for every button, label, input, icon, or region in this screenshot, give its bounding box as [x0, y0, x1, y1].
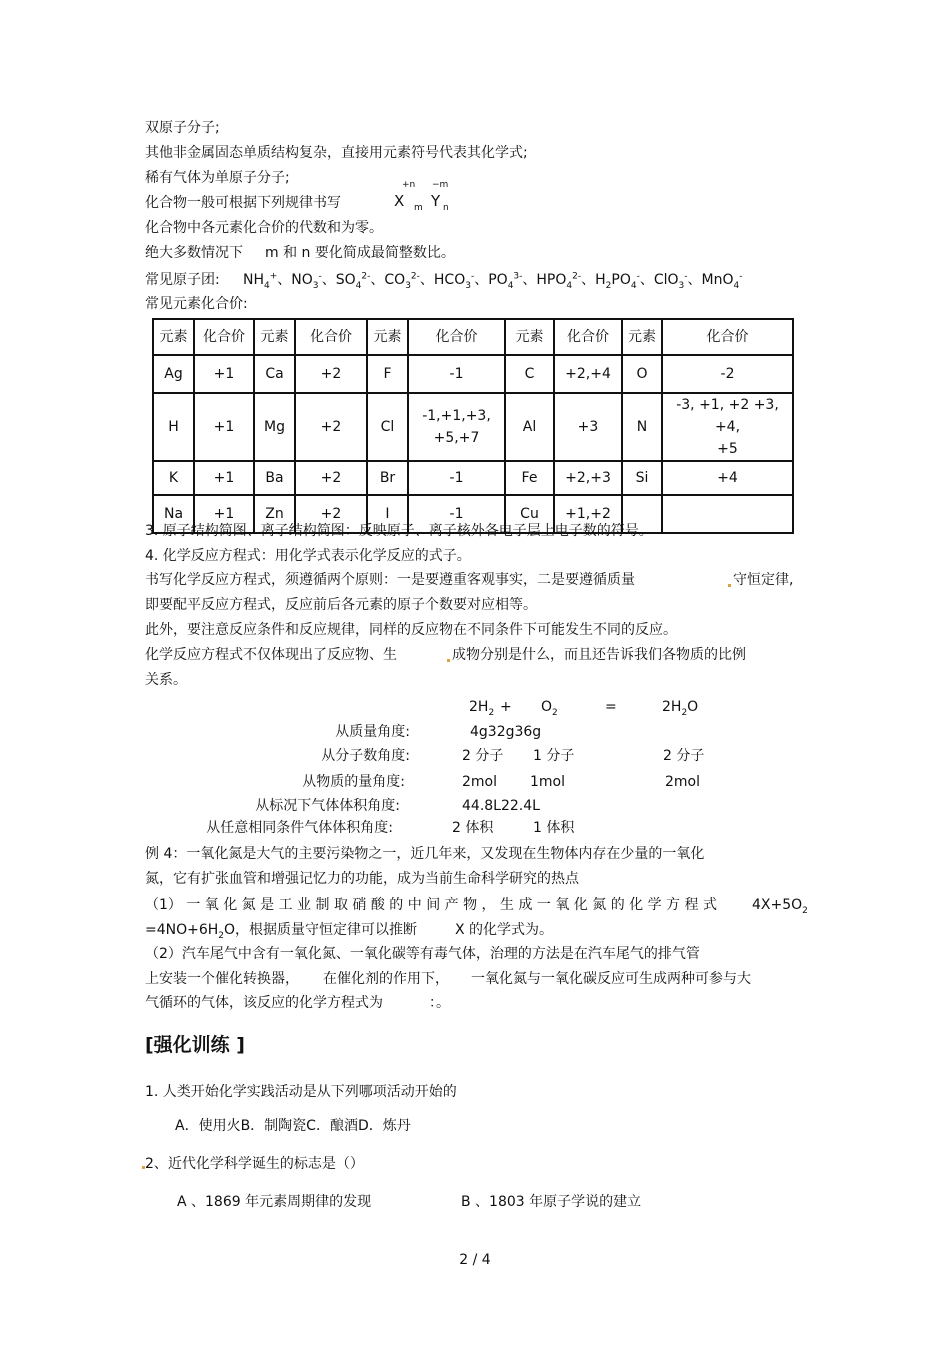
table-header-row: [153, 319, 793, 355]
eq-equals: =: [605, 699, 617, 715]
header-cell: 元素: [153, 319, 194, 355]
table-cell: +1: [194, 393, 254, 461]
table-cell: +1: [194, 461, 254, 495]
text-line: 常见原子团:: [145, 272, 220, 288]
aspect-value: 2mol: [462, 774, 497, 790]
table-cell: +2: [295, 355, 367, 393]
table-cell: Cl: [367, 393, 408, 461]
text-line: 稀有气体为单原子分子;: [145, 170, 290, 186]
ion: $CO_3^{2-}$: [384, 271, 420, 291]
table-cell: -1: [408, 461, 505, 495]
table-cell: Ca: [254, 355, 295, 393]
question: 1. 人类开始化学实践活动是从下列哪项活动开始的: [145, 1084, 457, 1100]
text-line: 化合物中各元素化合价的代数和为零。: [145, 220, 383, 236]
ion: $HPO_4^{2-}$: [536, 271, 582, 291]
ion: MnO$_4$-: [701, 271, 743, 291]
aspect-value: 4g32g36g: [470, 724, 542, 740]
table-cell: +2: [295, 393, 367, 461]
header-cell: 化合价: [662, 319, 793, 355]
ion: $NO_3^-$: [291, 271, 322, 291]
table-cell: +2: [295, 495, 367, 533]
formula-plus-n: +n: [402, 180, 416, 190]
header-cell: 元素: [254, 319, 295, 355]
table-cell: Mg: [254, 393, 295, 461]
text-line: 化学反应方程式不仅体现出了反应物、生: [145, 647, 397, 663]
formula-x: X: [394, 192, 405, 210]
section-title: [强化训练 ]: [145, 1034, 245, 1056]
aspect-value: 1 体积: [533, 820, 575, 836]
table-row: [153, 355, 793, 393]
text-line: 即要配平反应方程式，反应前后各元素的原子个数要对应相等。: [145, 597, 537, 613]
eq-h2: $2H_2$: [469, 699, 495, 718]
text-line: 绝大多数情况下: [145, 245, 243, 261]
aspect-label: 从标况下气体体积角度:: [255, 798, 400, 814]
formula-y: Y: [431, 192, 441, 210]
text-line: 3. 原子结构简图、离子结构简图：反映原子、离子核外各电子层上电子数的符号。: [145, 523, 653, 539]
ion: $H_2PO_4^-$: [595, 271, 640, 291]
table-cell: +4: [662, 461, 793, 495]
aspect-value: 2 分子: [462, 748, 504, 764]
text-line: 双原子分子;: [145, 120, 220, 136]
table-row: [153, 461, 793, 495]
text-line: ：。: [429, 995, 450, 1011]
mark-dot: [728, 584, 731, 587]
aspect-value: 2 体积: [452, 820, 494, 836]
aspect-label: 从物质的量角度:: [302, 774, 405, 790]
text-line: 气循环的气体，该反应的化学方程式为: [145, 995, 383, 1011]
table-cell: [662, 495, 793, 533]
table-cell: F: [367, 355, 408, 393]
table-cell: Si: [622, 461, 662, 495]
table-cell: Zn: [254, 495, 295, 533]
table-cell: +1: [194, 355, 254, 393]
aspect-label: 从任意相同条件气体体积角度:: [206, 820, 393, 836]
eq-o2: $O_2$: [541, 699, 558, 718]
text-line: 常见元素化合价:: [145, 296, 248, 312]
aspect-value: 1 分子: [533, 748, 575, 764]
text-line: 成物分别是什么，而且还告诉我们各物质的比例: [452, 647, 746, 663]
aspect-value: 44.8L22.4L: [462, 798, 540, 814]
ion: $PO_4^{3-}$: [488, 271, 523, 291]
table-cell: +2,+4: [554, 355, 622, 393]
aspect-label: 从质量角度:: [335, 724, 410, 740]
table-cell: +1,+2: [554, 495, 622, 533]
text-line: 4. 化学反应方程式：用化学式表示化学反应的式子。: [145, 548, 471, 564]
text-line: 化合物一般可根据下列规律书写: [145, 195, 341, 211]
text-line: 例 4：一氧化氮是大气的主要污染物之一，近几年来，又发现在生物体内存在少量的一氧化: [145, 846, 705, 862]
formula-sub-m: m: [414, 203, 423, 213]
text-line: $=4NO+6H_2O$，根据质量守恒定律可以推断: [145, 922, 418, 941]
text-line: 书写化学反应方程式，须遵循两个原则：一是要遵重客观事实，二是要遵循质量: [145, 572, 635, 588]
table-cell: Al: [505, 393, 554, 461]
aspect-label: 从分子数角度:: [321, 748, 410, 764]
table-row: [153, 393, 793, 461]
table-cell: O: [622, 355, 662, 393]
question: 2、近代化学科学诞生的标志是（）: [145, 1156, 364, 1172]
text-line: 其他非金属固态单质结构复杂，直接用元素符号代表其化学式;: [145, 145, 528, 161]
header-cell: 化合价: [554, 319, 622, 355]
header-cell: 化合价: [295, 319, 367, 355]
formula-minus-m: −m: [432, 180, 449, 190]
valence-table: [152, 318, 794, 534]
text-line: 一氧化氮与一氧化碳反应可生成两种可参与大: [471, 971, 751, 987]
text-line: 在催化剂的作用下，: [323, 971, 449, 987]
table-cell: N: [622, 393, 662, 461]
question-option: A 、1869 年元素周期律的发现: [177, 1194, 372, 1210]
table-cell: -1,+1,+3, +5,+7: [408, 393, 505, 461]
table-cell: +2,+3: [554, 461, 622, 495]
table-cell: Cu: [505, 495, 554, 533]
text-line: X 的化学式为。: [455, 922, 554, 938]
text-line: m 和 n 要化简成最简整数比。: [265, 245, 455, 261]
page-number: 2 / 4: [459, 1252, 491, 1268]
header-cell: 化合价: [194, 319, 254, 355]
table-cell: H: [153, 393, 194, 461]
header-cell: 化合价: [408, 319, 505, 355]
table-cell: +3: [554, 393, 622, 461]
eq-h2o: $2H_2O$: [662, 699, 699, 718]
mark-dot: [447, 659, 450, 662]
ion: $HCO_3^-$: [433, 271, 475, 291]
text-line: （2）汽车尾气中含有一氧化氮、一氧化碳等有毒气体，治理的方法是在汽车尾气的排气管: [145, 946, 700, 962]
ion: ClO$_3$-: [653, 271, 688, 291]
formula-sub-n: n: [443, 203, 449, 213]
header-cell: 元素: [622, 319, 662, 355]
question-options: A．使用火B．制陶瓷C．酿酒D．炼丹: [175, 1118, 411, 1134]
text-line: （1） 一 氧 化 氮 是 工 业 制 取 硝 酸 的 中 间 产 物 ， 生 成 一 氧 化 氮 的 化 学 方 程 式: [145, 897, 717, 913]
table-cell: K: [153, 461, 194, 495]
header-cell: 元素: [367, 319, 408, 355]
table-cell: +1: [194, 495, 254, 533]
table-cell: I: [367, 495, 408, 533]
table-cell: +2: [295, 461, 367, 495]
table-cell: -1: [408, 495, 505, 533]
table-cell: C: [505, 355, 554, 393]
text-line: 氮，它有扩张血管和增强记忆力的功能，成为当前生命科学研究的热点: [145, 871, 579, 887]
text-line: $4X+5O_2$: [752, 897, 808, 916]
ion: $NH_4^+$: [243, 271, 278, 291]
table-cell: Br: [367, 461, 408, 495]
table-cell: Ag: [153, 355, 194, 393]
aspect-value: 2 分子: [663, 748, 705, 764]
header-cell: 元素: [505, 319, 554, 355]
table-cell: Ba: [254, 461, 295, 495]
aspect-value: 2mol: [665, 774, 700, 790]
ion: $SO_4^{2-}$: [335, 271, 371, 291]
text-line: 守恒定律,: [733, 572, 794, 588]
text-line: 上安装一个催化转换器，: [145, 971, 299, 987]
table-cell: -3, +1, +2 +3, +4, +5: [662, 393, 793, 461]
table-cell: Fe: [505, 461, 554, 495]
table-cell: -1: [408, 355, 505, 393]
table-cell: -2: [662, 355, 793, 393]
table-cell: Na: [153, 495, 194, 533]
text-line: 此外，要注意反应条件和反应规律，同样的反应物在不同条件下可能发生不同的反应。: [145, 622, 677, 638]
eq-plus: +: [500, 699, 512, 715]
question-option: B 、1803 年原子学说的建立: [461, 1194, 642, 1210]
aspect-value: 1mol: [530, 774, 565, 790]
ion-list: $NH_4^+$、$NO_3^-$、$SO_4^{2-}$、$CO_3^{2-}$、$HCO_3^-$、$PO_4^{3-}$、$HPO_4^{2-}$、$H_2PO_4^-$、ClO$_3$-、MnO$_4$-: [243, 271, 743, 291]
text-line: 关系。: [145, 672, 187, 688]
